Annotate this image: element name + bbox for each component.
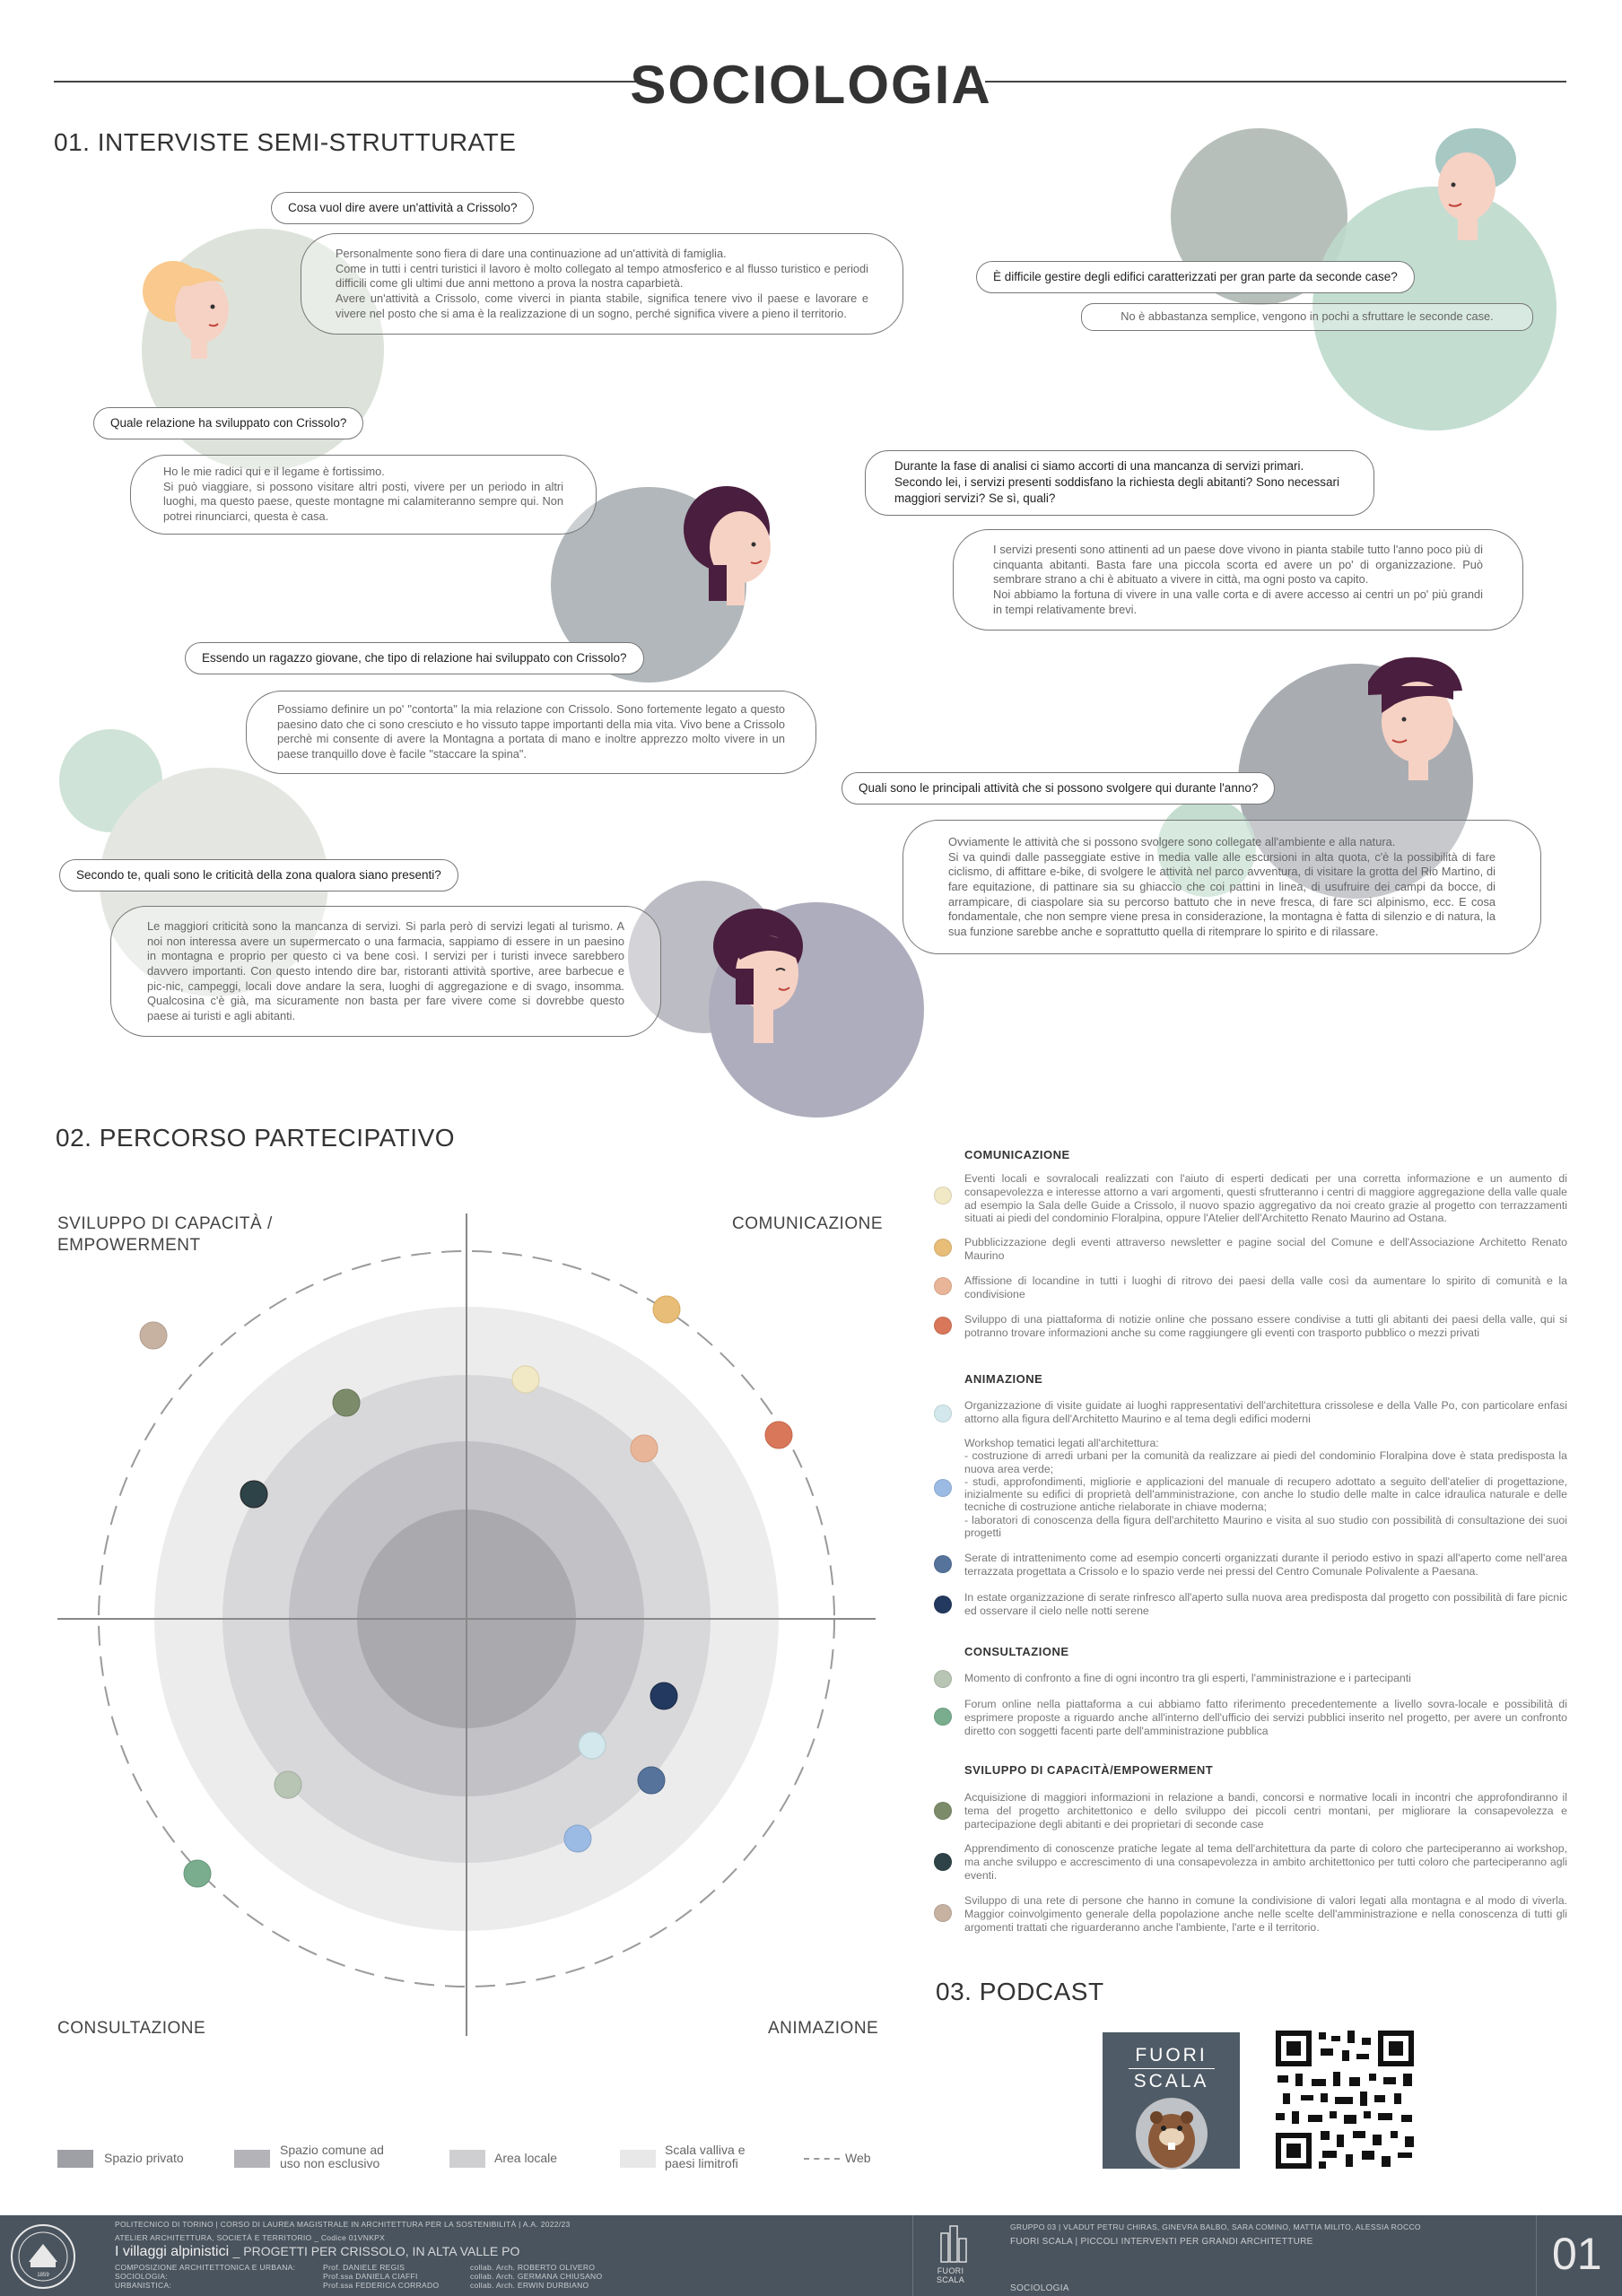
politecnico-seal-icon xyxy=(9,2222,77,2291)
interview-question: Essendo un ragazzo giovane, che tipo di relazione hai sviluppato con Crissolo? xyxy=(185,642,644,674)
interview-question: Cosa vuol dire avere un'attività a Crissolo? xyxy=(271,192,534,224)
participatory-diagram xyxy=(54,1211,888,2045)
footer-professors: Prof. DANIELE REGIS Prof.ssa DANIELA CIAFFI Prof.ssa FEDERICA CORRADO xyxy=(323,2263,440,2290)
interview-question: Secondo te, quali sono le criticità della zona qualora siano presenti? xyxy=(59,859,458,891)
footer-subject: SOCIOLOGIA xyxy=(1010,2283,1069,2293)
interview-answer: I servizi presenti sono attinenti ad un paese dove vivono in pianta stabile tutto l'anno poco più di cinquanta abitanti. Basta fare una piccola scorta ed avere un po' di organizzazione. Può sembrare strano a chi è abituato a vivere in città, ma ogni posto va capito. Noi abbiamo la fortuna di vivere in una valle corta e di avere accesso ai centri un po' più grandi in tempi relativamente brevi. xyxy=(953,529,1523,631)
interview-answer: Le maggiori criticità sono la mancanza di servizi. Si parla però di servizi legati al turismo. A noi non interessa avere un supermercato o una farmacia, sappiamo di essere in un paesino in montagna e proprio per questo ci va bene così. I servizi per i turisti invece sarebbero davvero importanti. Con questo intendo dire bar, ristoranti attività sportive, aree barbecue e pic-nic, campeggi, locali dove andare la sera, luoghi di aggregazione e di svago, insomma. Qualcosina c'è già, ma sicuramente non basta per fare vivere come si dovrebbe questo paese ai turisti e agli abitanti. xyxy=(110,906,661,1037)
footer-divider xyxy=(912,2215,913,2296)
category-item: Momento di confronto a fine di ogni incontro tra gli esperti, l'amministrazione e i partecipanti xyxy=(964,1672,1411,1684)
quadrant-label-empowerment: SVILUPPO DI CAPACITÀ / EMPOWERMENT xyxy=(57,1214,273,1255)
section-podcast-heading: 03. PODCAST xyxy=(936,1978,1104,2005)
quadrant-label-consultazione: CONSULTAZIONE xyxy=(57,2019,206,2038)
legend-dot xyxy=(934,1708,952,1726)
activity-dot xyxy=(579,1732,606,1759)
woman-blonde-avatar-icon xyxy=(130,242,256,368)
legend-dot xyxy=(934,1317,952,1335)
category-item: Forum online nella piattaforma a cui abbiamo fatto riferimento precedentemente a livello sovra-locale e possibilità di esprimere proposte a riguardo anche all'interno dell'ufficio dei servizi pubblici inserito nel progetto, per avere un confronto diretto con soggetti facenti parte dell'amministrazione pubblica xyxy=(964,1698,1567,1737)
quadrant-label-animazione: ANIMAZIONE xyxy=(768,2019,879,2038)
legend-dot xyxy=(934,1904,952,1922)
category-item: Affissione di locandine in tutti i luoghi di ritrovo dei paesi della valle così da aumentare lo spirito di comunità e la condivisione xyxy=(964,1274,1567,1300)
category-item: Organizzazione di visite guidate ai luoghi rappresentativi dell'architettura crissolese e della Valle Po, con particolare enfasi attorno alla figura dell'Architetto Maurino e al tema degli edifici moderni xyxy=(964,1399,1567,1425)
footer xyxy=(0,2215,1622,2296)
legend-dot xyxy=(934,1277,952,1295)
footer-logo-text: FUORI SCALA xyxy=(937,2266,965,2284)
footer-collaborators: collab. Arch. ROBERTO OLIVERO collab. Arch. GERMANA CHIUSANO collab. Arch. ERWIN DURBIANO xyxy=(470,2263,603,2290)
podcast-logo-line1: FUORI xyxy=(1135,2045,1208,2066)
old-man-avatar-icon xyxy=(1413,119,1530,254)
category-item: Pubblicizzazione degli eventi attraverso newsletter e pagine social del Comune e dell'Associazione Architetto Renato Maurino xyxy=(964,1236,1567,1262)
category-heading: ANIMAZIONE xyxy=(964,1372,1043,1386)
activity-dot xyxy=(333,1389,360,1416)
footer-project-title: I villaggi alpinistici _ PROGETTI PER CRISSOLO, IN ALTA VALLE PO xyxy=(115,2244,520,2259)
legend-dot xyxy=(934,1802,952,1820)
category-item: In estate organizzazione di serate rinfresco all'aperto sulla nuova area predisposta dal progetto con possibilità di fare picnic ed osservare il cielo nelle notti serene xyxy=(964,1591,1567,1617)
legend-label: Area locale xyxy=(494,2151,558,2165)
qr-code-icon[interactable] xyxy=(1276,2031,1414,2169)
activity-dot xyxy=(653,1296,680,1323)
category-item: Apprendimento di conoscenze pratiche legate al tema dell'architettura da parte di coloro che parteciperanno ai workshop, ma anche sviluppo e accrescimento di una consapevolezza in ambito architettonico per tutti coloro che parteciperanno agli eventi. xyxy=(964,1842,1567,1882)
footer-courses: COMPOSIZIONE ARCHITETTONICA E URBANA: SOCIOLOGIA: URBANISTICA: xyxy=(115,2263,296,2290)
interview-question: Quale relazione ha sviluppato con Crissolo? xyxy=(93,407,363,439)
footer-group: GRUPPO 03 | VLADUT PETRU CHIRAS, GINEVRA BALBO, SARA COMINO, MATTIA MILITO, ALESSIA ROCCO xyxy=(1010,2222,1421,2231)
interview-question: È difficile gestire degli edifici caratterizzati per gran parte da seconde case? xyxy=(976,261,1415,293)
legend-dot xyxy=(934,1555,952,1573)
legend-swatch-local xyxy=(449,2150,485,2168)
footer-tagline: FUORI SCALA | PICCOLI INTERVENTI PER GRANDI ARCHITETTURE xyxy=(1010,2237,1313,2247)
activity-dot xyxy=(631,1435,658,1462)
legend-dot xyxy=(934,1853,952,1871)
interview-answer: Possiamo definire un po' "contorta" la mia relazione con Crissolo. Sono fortemente legato a questo paesino dato che ci sono cresciuto e ho vissuto tappe importanti della mia vita. Vivo bene a Crissolo perchè mi consente di avere la Montagna a portata di mano e inoltre apprezzo molto vivere in un paese tranquillo dove è facile "staccare la spina". xyxy=(246,691,816,774)
beaver-icon xyxy=(1131,2094,1212,2171)
page-title: SOCIOLOGIA xyxy=(630,55,992,115)
podcast-logo-line2: SCALA xyxy=(1133,2071,1209,2092)
podcast-logo xyxy=(1103,2032,1240,2169)
activity-dot xyxy=(240,1481,267,1508)
legend-dot xyxy=(934,1670,952,1688)
category-item: Sviluppo di una rete di persone che hanno in comune la condivisione di valori legati alla montagna e al modo di viverla. Maggior coinvolgimento generale della popolazione anche nelle scelte dell'amministrazione e nella conoscenza di tutti gli argomenti trattati che riguarderanno anche l'ambiente, l'arte e il territorio. xyxy=(964,1894,1567,1934)
activity-dot xyxy=(650,1683,677,1709)
footer-divider xyxy=(1536,2215,1537,2296)
page-number: 01 xyxy=(1552,2229,1602,2279)
section-interviews-heading: 01. INTERVISTE SEMI-STRUTTURATE xyxy=(54,128,517,156)
legend-dot xyxy=(934,1187,952,1205)
legend-swatch-private xyxy=(57,2150,93,2168)
footer-university: POLITECNICO DI TORINO | CORSO DI LAUREA MAGISTRALE IN ARCHITETTURA PER LA SOSTENIBILITÀ | A.A. 2022/23 xyxy=(115,2220,571,2229)
category-heading: CONSULTAZIONE xyxy=(964,1645,1069,1658)
woman-dark-hair-avatar-icon xyxy=(659,480,794,614)
interview-question: Quali sono le principali attività che si possono svolgere qui durante l'anno? xyxy=(842,772,1275,804)
legend-label: Spazio privato xyxy=(104,2151,184,2165)
category-heading: SVILUPPO DI CAPACITÀ/EMPOWERMENT xyxy=(964,1763,1214,1777)
activity-dot xyxy=(564,1825,591,1852)
activity-dot xyxy=(184,1860,211,1887)
activity-dot xyxy=(638,1767,665,1794)
legend-dot xyxy=(934,1596,952,1613)
legend-label: Web xyxy=(845,2151,871,2165)
activity-dot xyxy=(140,1322,167,1349)
activity-dot xyxy=(512,1366,539,1393)
legend-dot xyxy=(934,1239,952,1257)
category-item: Acquisizione di maggiori informazioni in relazione a bandi, concorsi e normative locali in incontri che approfondiranno il tema del progetto architettonico e dello sviluppo dei piccoli centri montani, per migliorare la consapevolezza e partecipazione degli abitanti e dei proprietari di seconde case xyxy=(964,1791,1567,1831)
legend-label: Scala valliva e paesi limitrofi xyxy=(665,2143,746,2171)
category-item: Eventi locali e sovralocali realizzati con l'aiuto di esperti dedicati per una corretta informazione e un aumento di consapevolezza e interesse attorno a vari argomenti, questi sfrutteranno i centri di maggiore aggregazione della valle quale ad esempio la Sala delle Guide a Crissolo, il nuovo spazio aggregativo da noi creato grazie al progetto con terrazzamenti situati ai piedi del condominio Floralpina, oppure l'Atelier dell'Architetto Renato Maurino ad Ostana. xyxy=(964,1172,1567,1225)
category-item: Sviluppo di una piattaforma di notizie online che possano essere condivise a tutti gli abitanti dei paesi della valle, qui si potranno trovare informazioni anche su come raggiungere gli eventi con trasporto pubblico o mezzi privati xyxy=(964,1313,1567,1339)
quadrant-label-comunicazione: COMUNICAZIONE xyxy=(732,1214,883,1233)
interview-answer: Ovviamente le attività che si possono svolgere sono collegate all'ambiente e alla natura. Si va quindi dalle passeggiate estive in media valle alle escursioni in alta quota, c'è la possibilità di fare ciclismo, di affittare e-bike, di svolgere le attività nel parco avventura, di visitare la grotta del Rio Martino, di fare equitazione, di pattinare sia su ghiaccio che coi pattini in linea, di usufruire dei campi da bocce, di arrampicare, di ciaspolare sia su percorso battuto che in neve fresca, di fare sci alpinismo, ecc. E cosa fondamentale, che non sempre viene presa in considerazione, la montagna è fatta di silenzio e di natura, la sua funzione sarebbe anche e soprattutto quella di ritemprare lo spirito e di rilassare. xyxy=(903,820,1541,954)
legend-swatch-web xyxy=(804,2158,840,2160)
legend-swatch-common xyxy=(234,2150,270,2168)
category-item: Workshop tematici legati all'architettura: - costruzione di arredi urbani per la comunità da realizzare ai piedi del condominio Floralpina dove è stata predisposta la nuova area verde; - studi, approfondimenti, migliorie e applicazioni del manuale di recupero adottato a seguito dell'atelier di progettazione, inizialmente su edifici di proprietà dell'amministrazione, con anche lo studio delle malte in calce idraulica naturale e delle tecniche di costruzione antiche rielaborate in chiave moderna; - laboratori di conoscenza della figura dell'architetto Maurino e visita al suo studio con possibilità di consultazione dei suoi progetti xyxy=(964,1437,1567,1539)
section-participatory-heading: 02. PERCORSO PARTECIPATIVO xyxy=(56,1124,456,1152)
legend-swatch-valley xyxy=(620,2150,656,2168)
activity-dot xyxy=(765,1422,792,1448)
interview-answer: Personalmente sono fiera di dare una continuazione ad un'attività di famiglia. Come in tutti i centri turistici il lavoro è molto collegato al tempo atmosferico e al flusso turistico e periodi difficili come gli ultimi due anni mettono a prova la nostra caparbietà. Avere un'attività a Crissolo, come viverci in pianta stabile, significa tenere vivo il paese e lavorare e vivere nel posto che si ama è la realizzazione di un sogno, perché significa vivere a pieno il territorio. xyxy=(301,233,903,335)
legend-dot xyxy=(934,1479,952,1497)
interview-answer: No è abbastanza semplice, vengono in pochi a sfruttare le seconde case. xyxy=(1081,303,1533,331)
legend-label: Spazio comune ad uso non esclusivo xyxy=(280,2143,384,2171)
seal-year: 1859 xyxy=(37,2273,49,2278)
legend-dot xyxy=(934,1405,952,1422)
interview-question: Durante la fase di analisi ci siamo accorti di una mancanza di servizi primari. Secondo lei, i servizi presenti soddisfano la richiesta degli abitanti? Sono necessari maggiori servizi? Se sì, quali? xyxy=(865,450,1374,516)
woman-short-hair-avatar-icon xyxy=(700,897,825,1049)
interview-answer: Ho le mie radici qui e il legame è fortissimo. Si può viaggiare, si possono visitare altri posti, vivere per un periodo in altri luoghi, ma questo paese, queste montagne mi calamiteranno sempre qui. Non potrei rinunciarci, questa è casa. xyxy=(130,455,597,535)
fuori-scala-building-icon xyxy=(937,2224,970,2264)
young-man-avatar-icon xyxy=(1350,646,1485,789)
footer-atelier: ATELIER ARCHITETTURA, SOCIETÀ E TERRITORIO _ Codice 01VNKPX xyxy=(115,2233,386,2242)
category-item: Serate di intrattenimento come ad esempio concerti organizzati durante il periodo estivo in spazi all'aperto come nell'area terrazzata progettata a Crissolo e lo spazio verde nei pressi del Centro Comunale Polivalente a Paesana. xyxy=(964,1552,1567,1578)
activity-dot xyxy=(275,1771,301,1798)
category-heading: COMUNICAZIONE xyxy=(964,1148,1070,1161)
